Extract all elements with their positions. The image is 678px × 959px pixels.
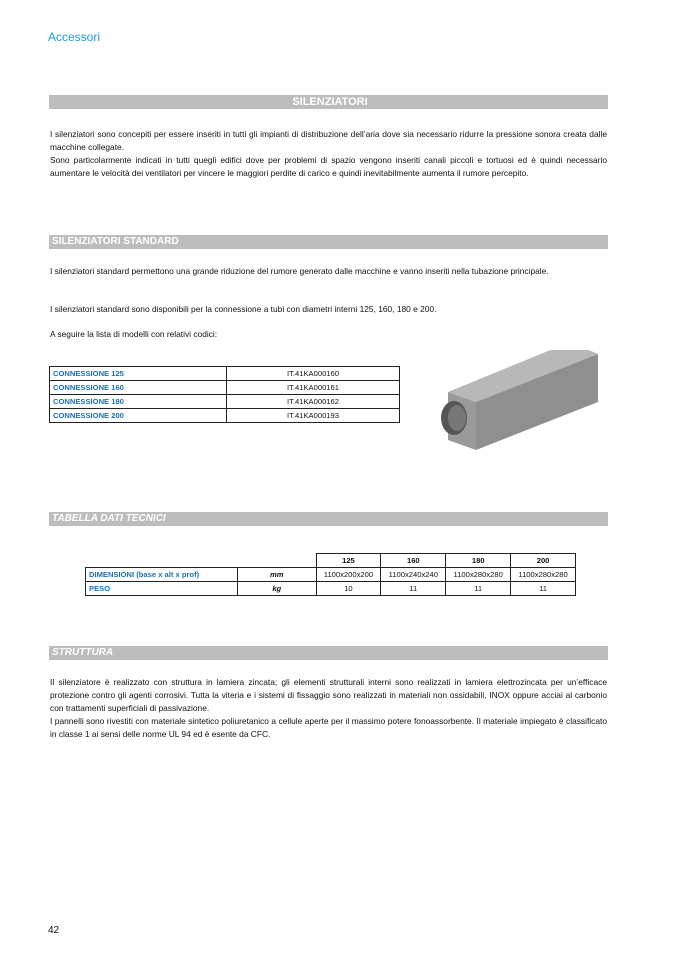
cell: 1100x240x240 [381, 568, 446, 582]
silencer-product-image [420, 350, 610, 460]
cell: 11 [446, 582, 511, 596]
cell: 1100x280x280 [446, 568, 511, 582]
cell: 10 [316, 582, 381, 596]
model-code: IT.41KA000193 [227, 409, 400, 423]
intro-paragraph: Sono particolarmente indicati in tutti quegli edifici dove per problemi di spazio vengono inseriti canali piccoli e tortuosi ed è quindi necessario aumentare le velocità dei ventilatori per vincere le maggiori perdite di carico e quindi inevitabilmente aumenta il rumore percepito. [50, 155, 607, 178]
row-unit: mm [238, 568, 317, 582]
model-name: CONNESSIONE 200 [50, 409, 227, 423]
col-header: 180 [446, 554, 511, 568]
model-name: CONNESSIONE 125 [50, 367, 227, 381]
col-header: 160 [381, 554, 446, 568]
col-header: 125 [316, 554, 381, 568]
model-code: IT.41KA000162 [227, 395, 400, 409]
model-name: CONNESSIONE 180 [50, 395, 227, 409]
table-row [50, 381, 400, 395]
col-header: 200 [511, 554, 576, 568]
struttura-paragraph: Il silenziatore è realizzato con struttura in lamiera zincata; gli elementi strutturali interni sono realizzati in lamiera elettrozincata per un’efficace protezione contro gli agenti corrosivi. Tutta la viteria e i sistemi di fissaggio sono realizzati in materiali non ossidabili, INOX oppure acciai al carbonio con trattamenti superficiali di passivazione. [50, 677, 607, 713]
standard-p3: A seguire la lista di modelli con relativi codici: [50, 329, 218, 339]
standard-p2: I silenziatori standard sono disponibili per la connessione a tubi con diametri interni 125, 160, 180 e 200. [50, 304, 437, 314]
struttura-text [50, 676, 607, 741]
standard-p1: I silenziatori standard permettono una grande riduzione del rumore generato dalle macchine e vanno inseriti nella tubazione principale. [50, 266, 549, 276]
model-code: IT.41KA000161 [227, 381, 400, 395]
intro-paragraph: I silenziatori sono concepiti per essere inseriti in tutti gli impianti di distribuzione dell’aria dove sia necessario ridurre la pressione sonora creata dalle macchine collegate. [50, 129, 607, 152]
table-row [50, 395, 400, 409]
row-label: PESO [86, 582, 238, 596]
intro [50, 128, 607, 180]
section-header: Accessori [48, 30, 101, 44]
row-label: DIMENSIONI (base x alt x prof) [86, 568, 238, 582]
table-header-row [86, 554, 576, 568]
cell: 1100x280x280 [511, 568, 576, 582]
row-unit: kg [238, 582, 317, 596]
models-table [49, 366, 400, 423]
tech-bar: TABELLA DATI TECNICI [49, 512, 608, 526]
table-row [50, 367, 400, 381]
cell: 11 [381, 582, 446, 596]
table-row [50, 409, 400, 423]
page-number: 42 [48, 925, 60, 936]
struttura-paragraph: I pannelli sono rivestiti con materiale sintetico poliuretanico a cellule aperte per il massimo potere fonoassorbente. Il materiale impiegato è classificato in classe 1 ai sensi delle norme UL 94 ed è esente da CFC. [50, 716, 607, 739]
cell: 11 [511, 582, 576, 596]
model-name: CONNESSIONE 160 [50, 381, 227, 395]
model-code: IT.41KA000160 [227, 367, 400, 381]
cell: 1100x200x200 [316, 568, 381, 582]
table-row [86, 568, 576, 582]
struttura-bar: STRUTTURA [49, 646, 608, 660]
table-row [86, 582, 576, 596]
standard-bar: SILENZIATORI STANDARD [49, 235, 608, 249]
tech-table [85, 553, 576, 596]
title-bar: SILENZIATORI [49, 95, 608, 109]
